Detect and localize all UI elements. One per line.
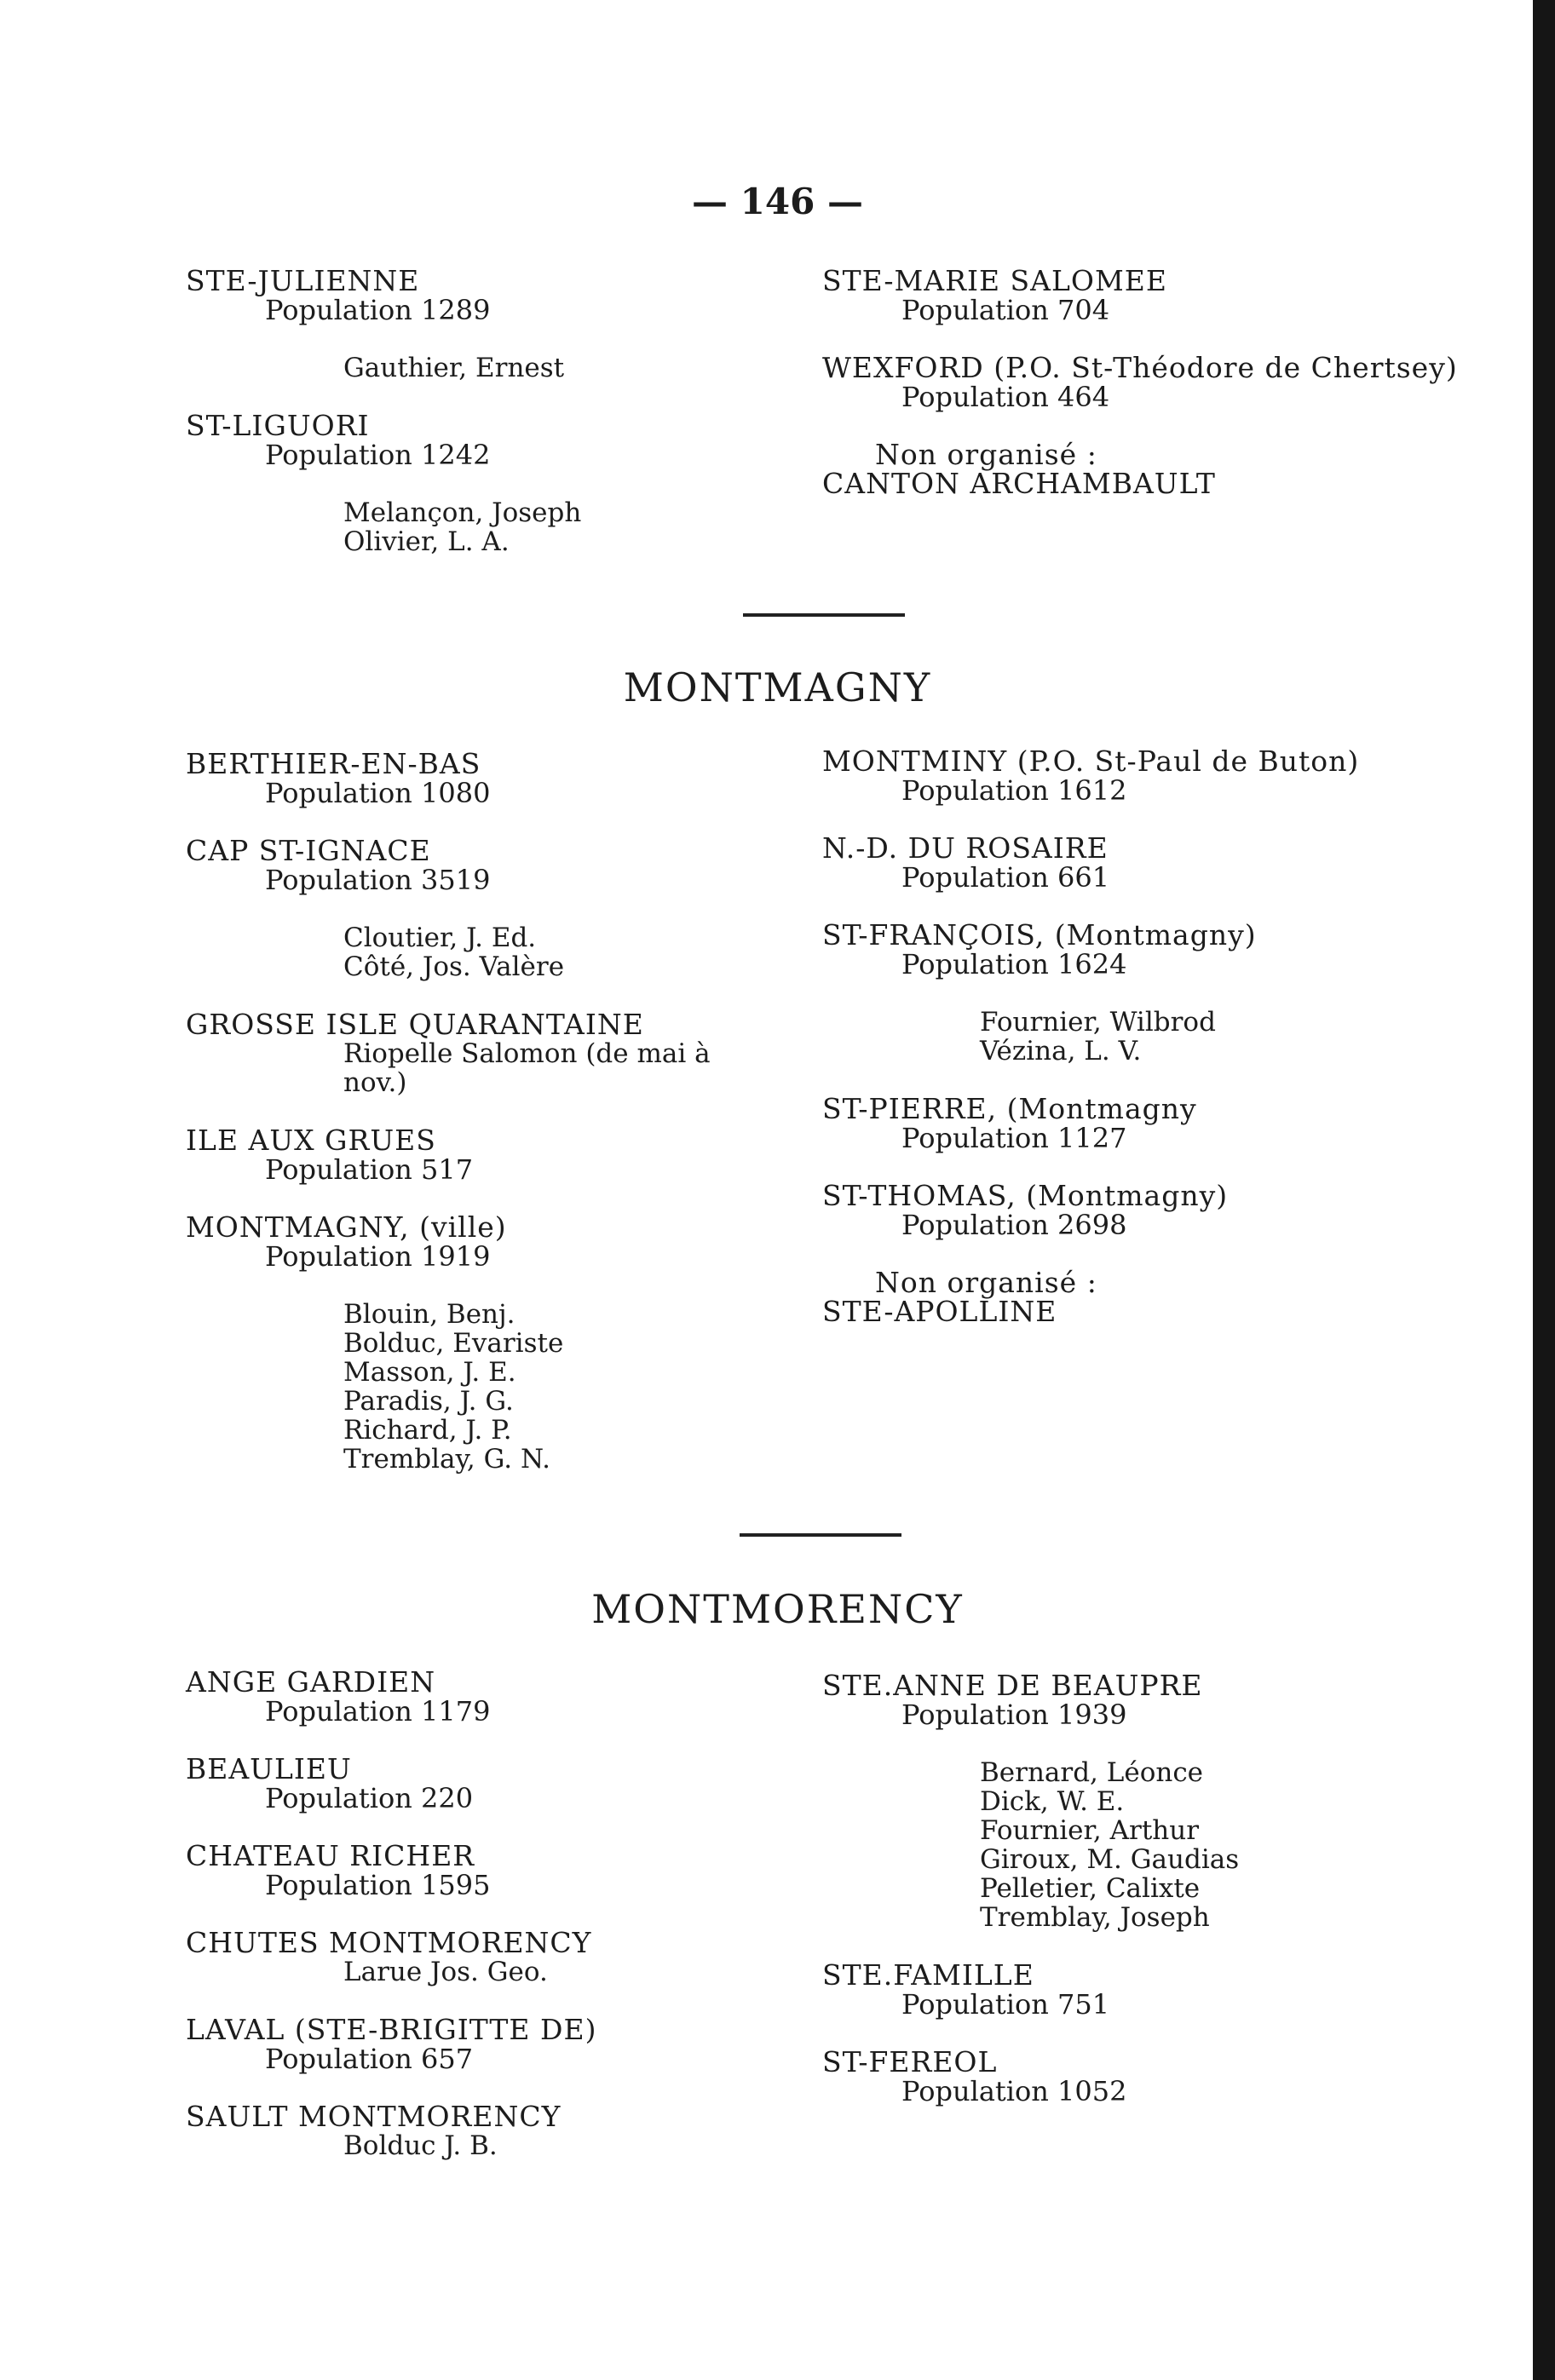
person-name: Larue Jos. Geo. bbox=[343, 1957, 548, 1987]
page-edge-shadow bbox=[1533, 0, 1555, 2380]
entry bbox=[186, 2102, 867, 2160]
population-text: Population 704 bbox=[901, 294, 1110, 326]
entry bbox=[186, 836, 867, 981]
entry bbox=[822, 2045, 1521, 2107]
entry bbox=[822, 831, 1521, 894]
place-name: CHATEAU RICHER bbox=[186, 1839, 475, 1872]
person-name: Richard, J. P. bbox=[343, 1415, 512, 1446]
place-name: STE-JULIENNE bbox=[186, 264, 420, 297]
population-text: Population 1624 bbox=[901, 948, 1127, 980]
entry bbox=[822, 1671, 1521, 1932]
person-name: Melançon, Joseph bbox=[343, 497, 582, 528]
person-name: nov.) bbox=[343, 1067, 407, 1098]
entry bbox=[186, 1839, 867, 1901]
population-text: Population 751 bbox=[901, 1988, 1110, 2021]
person-name: Tremblay, Joseph bbox=[980, 1902, 1210, 1933]
names-list bbox=[822, 1008, 1521, 1066]
population-text: Population 3519 bbox=[265, 864, 491, 896]
place-name: Non organisé : bbox=[875, 1266, 1097, 1299]
population-text: Population 1052 bbox=[901, 2075, 1127, 2107]
person-name: Cloutier, J. Ed. bbox=[343, 923, 537, 953]
person-name: Fournier, Arthur bbox=[980, 1815, 1200, 1846]
place-name: MONTMAGNY, (ville) bbox=[186, 1210, 507, 1244]
names-list bbox=[186, 1957, 867, 1986]
person-name: Pelletier, Calixte bbox=[980, 1873, 1201, 1904]
population-text: Population 464 bbox=[901, 381, 1110, 413]
entry bbox=[186, 1752, 867, 1814]
place-name: Non organisé : bbox=[875, 438, 1097, 471]
population-text: Population 1919 bbox=[265, 1240, 491, 1273]
person-name: Gauthier, Ernest bbox=[343, 353, 565, 383]
entry bbox=[186, 747, 867, 809]
population-text: Population 1179 bbox=[265, 1695, 491, 1728]
person-name: Dick, W. E. bbox=[980, 1786, 1125, 1817]
names-list bbox=[822, 1758, 1521, 1932]
montmagny-right-column bbox=[822, 744, 1521, 1355]
place-name: ST-FEREOL bbox=[822, 2045, 998, 2078]
names-list bbox=[186, 498, 867, 556]
top-right-column bbox=[822, 264, 1521, 527]
population-text: Population 657 bbox=[265, 2043, 474, 2075]
person-name: Tremblay, G. N. bbox=[343, 1444, 550, 1475]
entry bbox=[822, 1181, 1521, 1239]
population-text: Population 1939 bbox=[901, 1699, 1127, 1731]
top-left-column bbox=[186, 264, 867, 585]
place-name: ST-LIGUORI bbox=[186, 409, 370, 442]
page-number: — 146 — bbox=[692, 181, 863, 222]
entry bbox=[186, 1126, 867, 1184]
place-name: ANGE GARDIEN bbox=[186, 1665, 436, 1699]
population-text: Population 1289 bbox=[265, 294, 491, 326]
person-name: Paradis, J. G. bbox=[343, 1386, 514, 1417]
person-name: Bernard, Léonce bbox=[980, 1757, 1204, 1788]
place-name: BERTHIER-EN-BAS bbox=[186, 747, 481, 780]
place-name: STE.FAMILLE bbox=[822, 1958, 1034, 1992]
population-text: Population 1612 bbox=[901, 774, 1127, 807]
person-name: Olivier, L. A. bbox=[343, 526, 510, 557]
population-text: Population 1595 bbox=[265, 1869, 491, 1901]
place-name: CANTON ARCHAMBAULT bbox=[822, 467, 1216, 500]
entry bbox=[822, 264, 1521, 326]
place-name: CHUTES MONTMORENCY bbox=[186, 1926, 592, 1959]
entry bbox=[186, 411, 867, 556]
montmorency-right-column bbox=[822, 1671, 1521, 2135]
person-name: Blouin, Benj. bbox=[343, 1299, 515, 1330]
population-text: Population 661 bbox=[901, 861, 1110, 894]
place-name: LAVAL (STE-BRIGITTE DE) bbox=[186, 2013, 597, 2046]
montmagny-left-column bbox=[186, 747, 867, 1503]
entry bbox=[822, 1268, 1521, 1297]
names-list bbox=[186, 923, 867, 981]
entry bbox=[186, 1665, 867, 1728]
entry bbox=[822, 440, 1521, 469]
person-name: Masson, J. E. bbox=[343, 1357, 516, 1388]
entry bbox=[186, 1010, 867, 1097]
entry bbox=[822, 469, 1521, 498]
population-text: Population 1080 bbox=[265, 777, 491, 809]
entry bbox=[186, 1926, 867, 1987]
place-name: STE.ANNE DE BEAUPRE bbox=[822, 1669, 1203, 1702]
population-text: Population 1242 bbox=[265, 439, 491, 471]
entry bbox=[186, 1210, 867, 1475]
person-name: Côté, Jos. Valère bbox=[343, 951, 565, 982]
montmorency-left-column bbox=[186, 1665, 867, 2189]
entry bbox=[822, 918, 1521, 1066]
place-name: SAULT MONTMORENCY bbox=[186, 2100, 562, 2133]
entry bbox=[186, 264, 867, 383]
section-title-montmagny: MONTMAGNY bbox=[623, 664, 932, 710]
entry bbox=[822, 1958, 1521, 2021]
place-name: GROSSE ISLE QUARANTAINE bbox=[186, 1008, 644, 1041]
person-name: Riopelle Salomon (de mai à bbox=[343, 1038, 711, 1069]
names-list bbox=[186, 1300, 867, 1474]
entry bbox=[822, 1297, 1521, 1326]
place-name: CAP ST-IGNACE bbox=[186, 834, 431, 867]
population-text: Population 220 bbox=[265, 1782, 474, 1814]
place-name: BEAULIEU bbox=[186, 1752, 352, 1785]
names-list bbox=[186, 1039, 867, 1097]
place-name: MONTMINY (P.O. St-Paul de Buton) bbox=[822, 744, 1360, 778]
names-list bbox=[186, 354, 867, 382]
person-name: Giroux, M. Gaudias bbox=[980, 1844, 1240, 1875]
entry bbox=[186, 2015, 867, 2073]
names-list bbox=[186, 2131, 867, 2160]
place-name: ILE AUX GRUES bbox=[186, 1124, 436, 1157]
section-divider-montmorency bbox=[740, 1533, 901, 1537]
place-name: ST-PIERRE, (Montmagny bbox=[822, 1092, 1197, 1125]
person-name: Vézina, L. V. bbox=[980, 1036, 1142, 1066]
person-name: Fournier, Wilbrod bbox=[980, 1007, 1216, 1038]
person-name: Bolduc, Evariste bbox=[343, 1328, 564, 1359]
section-divider-montmagny bbox=[743, 613, 905, 617]
person-name: Bolduc J. B. bbox=[343, 2130, 498, 2161]
population-text: Population 517 bbox=[265, 1153, 474, 1186]
entry bbox=[822, 744, 1521, 807]
place-name: WEXFORD (P.O. St-Théodore de Chertsey) bbox=[822, 351, 1458, 384]
place-name: N.-D. DU ROSAIRE bbox=[822, 831, 1109, 865]
section-title-montmorency: MONTMORENCY bbox=[591, 1586, 964, 1632]
entry bbox=[822, 351, 1521, 413]
place-name: STE-APOLLINE bbox=[822, 1295, 1057, 1328]
place-name: ST-THOMAS, (Montmagny) bbox=[822, 1179, 1229, 1212]
entry bbox=[822, 1092, 1521, 1154]
place-name: ST-FRANÇOIS, (Montmagny) bbox=[822, 918, 1257, 951]
place-name: STE-MARIE SALOMEE bbox=[822, 264, 1167, 297]
population-text: Population 2698 bbox=[901, 1209, 1127, 1241]
population-text: Population 1127 bbox=[901, 1122, 1127, 1154]
